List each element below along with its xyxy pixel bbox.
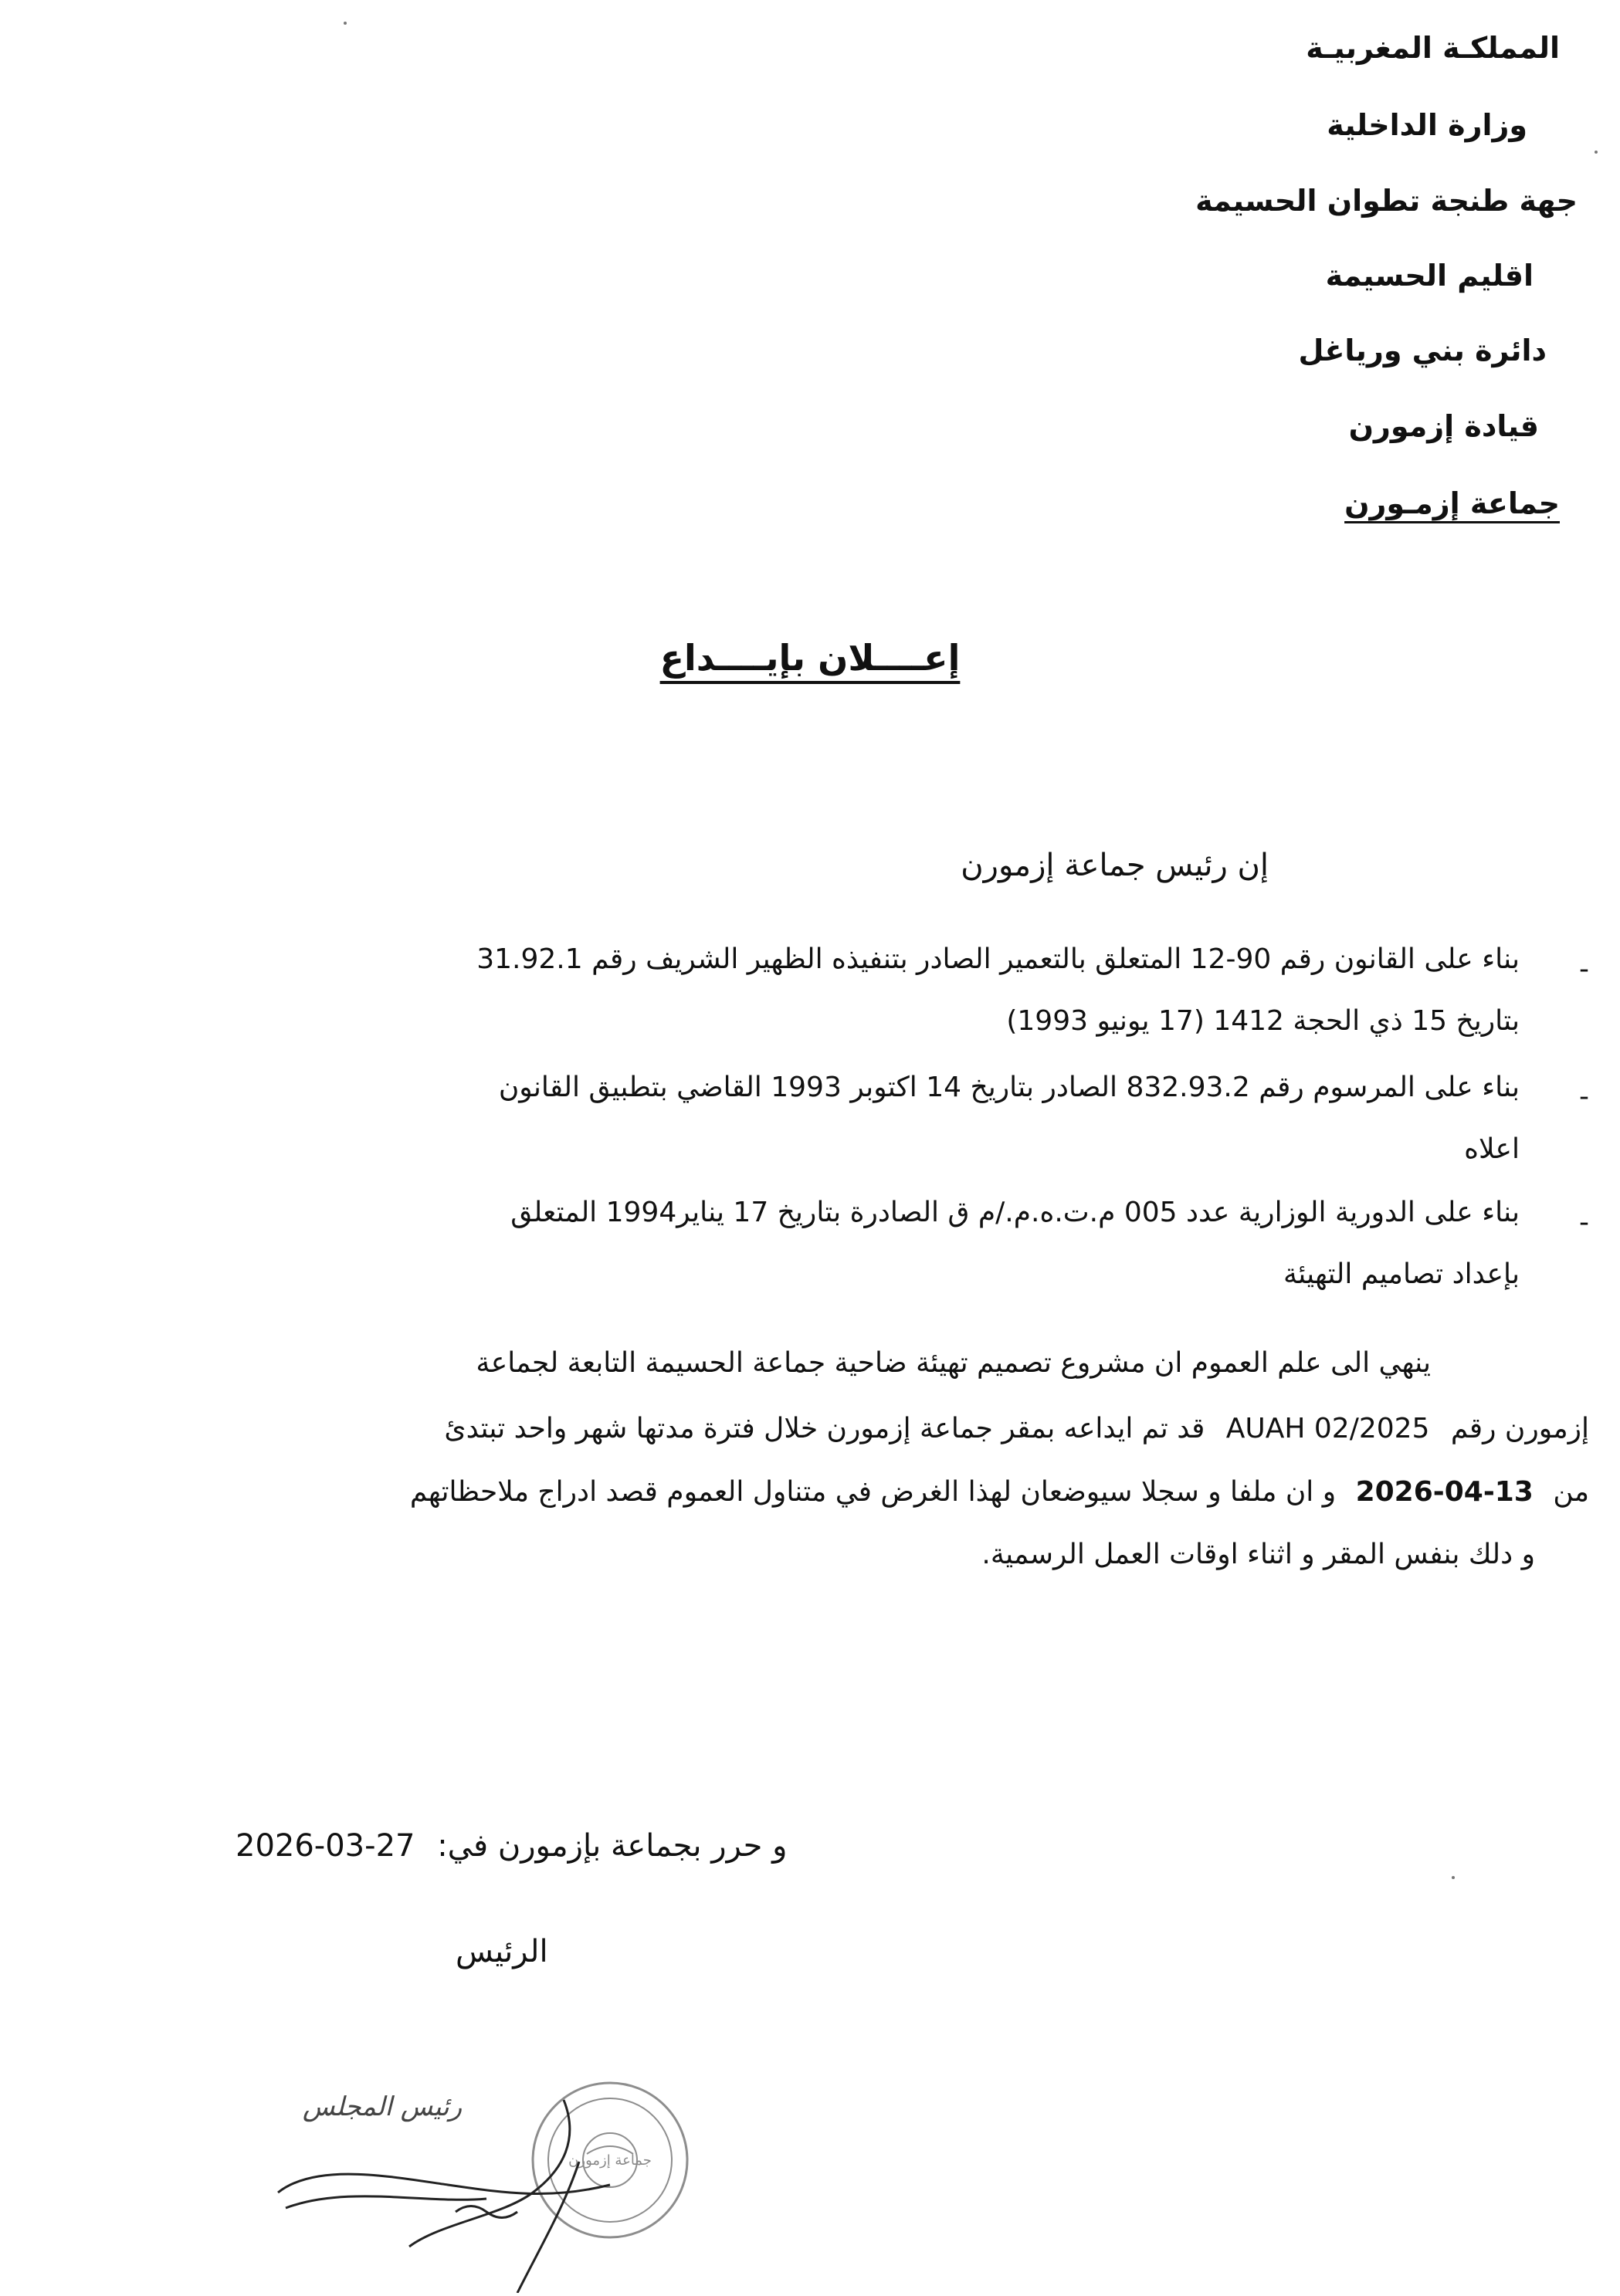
header-province: اقليم الحسيمة	[1325, 259, 1534, 293]
notice-line-1: ينهي الى علم العموم ان مشروع تصميم تهيئة ضاحية جماعة الحسيمة التابعة لجماعة	[476, 1347, 1431, 1379]
header-region: جهة طنجة تطوان الحسيمة	[1195, 184, 1578, 218]
notice-line-4: و دلك بنفس المقر و اثناء اوقات العمل الرسمية.	[981, 1539, 1535, 1570]
notice-line-2-prefix: إزمورن رقم	[1450, 1413, 1589, 1444]
written-at-label: و حرر بجماعة بإزمورن في:	[437, 1828, 788, 1864]
notice-line-3-suffix: و ان ملفا و سجلا سيوضعان لهذا الغرض في متناول العموم قصد ادراج ملاحظاتهم	[409, 1476, 1337, 1508]
document-title: إعــــلان بإيــــداع	[659, 637, 961, 679]
header-district: دائرة بني ورياغل	[1298, 334, 1547, 367]
written-date: 2026-03-27	[236, 1828, 415, 1864]
notice-line-3-prefix: من	[1553, 1476, 1589, 1508]
bullet-3-line-1: بناء على الدورية الوزارية عدد 005 م.ت.ه.م./م ق الصادرة بتاريخ 17 يناير1994 المتعلق	[510, 1197, 1520, 1228]
header-commune: جماعة إزمـورن	[1344, 486, 1560, 520]
start-date: 2026-04-13	[1355, 1476, 1534, 1508]
scan-mark	[1595, 151, 1598, 154]
bullet-dash-2: -	[1579, 1081, 1589, 1112]
notice-line-2	[444, 1413, 1589, 1444]
scan-mark	[1452, 1876, 1455, 1879]
signature-stamp-area	[255, 2069, 749, 2293]
signature-handwritten: رئيس المجلس	[302, 2091, 463, 2122]
header-caidat: قيادة إزمورن	[1348, 409, 1539, 443]
scan-mark	[344, 22, 347, 25]
intro-line: إن رئيس جماعة إزمورن	[961, 848, 1269, 883]
notice-line-2-suffix: قد تم ايداعه بمقر جماعة إزمورن خلال فترة مدتها شهر واحد تبتدئ	[444, 1413, 1205, 1444]
written-at-line	[236, 1828, 787, 1864]
bullet-1-line-1: بناء على القانون رقم 90-12 المتعلق بالتعمير الصادر بتنفيذه الظهير الشريف رقم 31.92.1	[476, 943, 1520, 975]
notice-line-3	[410, 1476, 1589, 1508]
bullet-dash-1: -	[1579, 953, 1589, 985]
bullet-dash-3: -	[1579, 1207, 1589, 1238]
signature-stamp-icon	[255, 2069, 749, 2293]
stamp-text: جماعة إزمورن	[568, 2152, 652, 2169]
header-kingdom: المملكـة المغربيـة	[1306, 31, 1560, 65]
president-label: الرئيس	[456, 1934, 548, 1969]
bullet-1-line-2: بتاريخ 15 ذي الحجة 1412 (17 يونيو 1993)	[1006, 1005, 1520, 1037]
header-ministry: وزارة الداخلية	[1327, 108, 1527, 142]
project-number: AUAH 02/2025	[1225, 1413, 1430, 1444]
bullet-3-line-2: بإعداد تصاميم التهيئة	[1283, 1258, 1520, 1290]
bullet-2-line-2: اعلاه	[1464, 1133, 1520, 1165]
bullet-2-line-1: بناء على المرسوم رقم 832.93.2 الصادر بتاريخ 14 اكتوبر 1993 القاضي بتطبيق القانون	[498, 1072, 1520, 1103]
